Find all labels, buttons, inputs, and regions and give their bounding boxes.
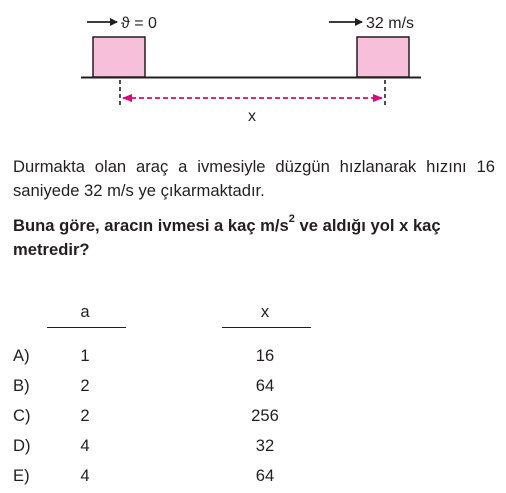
question-part-1: Buna göre, aracın ivmesi a kaç m/s: [13, 216, 289, 235]
column-rule-a: [47, 327, 126, 328]
question-part-2: ve aldığı yol x kaç metredir?: [13, 216, 441, 259]
final-velocity-label: 32 m/s: [366, 15, 415, 32]
question-text: [13, 214, 495, 262]
option-letter: A): [13, 346, 30, 365]
answer-option-e[interactable]: [0, 466, 506, 492]
option-distance: 256: [251, 406, 279, 425]
option-acceleration: 4: [80, 436, 90, 455]
option-letter: B): [13, 376, 30, 395]
option-distance: 64: [255, 466, 275, 485]
problem-statement: Durmakta olan araç a ivmesiyle düzgün hızlanarak hızını 16 saniyede 32 m/s ye çıkarmaktadır.: [13, 157, 495, 200]
option-letter: E): [13, 466, 30, 485]
column-rule-x: [222, 327, 311, 328]
option-letter: C): [13, 406, 31, 425]
initial-vehicle-block: [93, 37, 145, 77]
option-acceleration: 2: [80, 406, 90, 425]
unit-exponent: 2: [288, 213, 295, 226]
answer-option-c[interactable]: [0, 406, 506, 432]
motion-diagram: [0, 0, 506, 140]
option-letter: D): [13, 436, 31, 455]
answer-option-a[interactable]: [0, 346, 506, 372]
column-header-x: x: [260, 302, 270, 321]
answer-option-b[interactable]: [0, 376, 506, 402]
distance-label: x: [248, 108, 256, 125]
answer-option-d[interactable]: [0, 436, 506, 462]
option-distance: 64: [255, 376, 275, 395]
option-acceleration: 4: [80, 466, 90, 485]
option-distance: 32: [255, 436, 275, 455]
final-vehicle-block: [357, 37, 409, 77]
initial-velocity-label: ϑ = 0: [121, 15, 157, 32]
option-acceleration: 1: [80, 346, 90, 365]
column-header-a: a: [80, 302, 90, 321]
option-acceleration: 2: [80, 376, 90, 395]
option-distance: 16: [255, 346, 275, 365]
